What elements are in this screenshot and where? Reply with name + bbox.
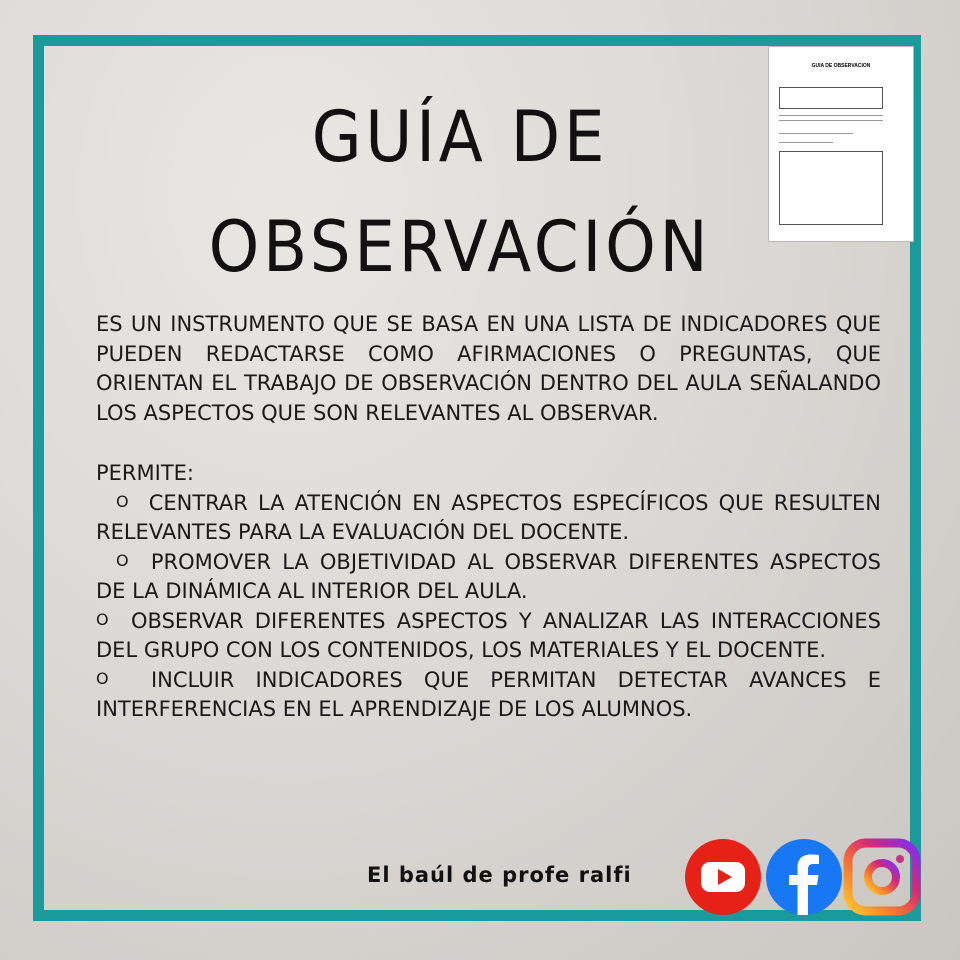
title-line-2: OBSERVACIÓN bbox=[208, 206, 712, 288]
page-title bbox=[147, 82, 773, 302]
bullet-mark: O bbox=[116, 550, 129, 570]
facebook-icon[interactable] bbox=[765, 838, 843, 916]
list-item-text: CENTRAR LA ATENCIÓN EN ASPECTOS ESPECÍFICOS QUE RESULTEN RELEVANTES PARA LA EVALUACIÓN DEL DOCENTE. bbox=[96, 490, 881, 544]
list-item-text: PROMOVER LA OBJETIVIDAD AL OBSERVAR DIFERENTES ASPECTOS DE LA DINÁMICA AL INTERIOR DEL AULA. bbox=[96, 549, 881, 603]
list-item bbox=[96, 548, 881, 607]
list-item-text: INCLUIR INDICADORES QUE PERMITAN DETECTAR AVANCES E INTERFERENCIAS EN EL APRENDIZAJE DE LOS ALUMNOS. bbox=[96, 667, 881, 721]
document-thumbnail-title: GUIA DE OBSERVACION bbox=[811, 63, 871, 69]
list-item bbox=[96, 666, 881, 725]
description-paragraph: ES UN INSTRUMENTO QUE SE BASA EN UNA LISTA DE INDICADORES QUE PUEDEN REDACTARSE COMO AFIRMACIONES O PREGUNTAS, QUE ORIENTAN EL TRABAJO DE OBSERVACIÓN DENTRO DEL AULA SEÑALANDO LOS ASPECTOS QUE SON RELEVANTES AL OBSERVAR. bbox=[96, 312, 881, 425]
brand-label: El baúl de profe ralfi bbox=[367, 863, 632, 887]
document-text-line bbox=[779, 133, 853, 134]
instagram-icon[interactable] bbox=[843, 838, 921, 916]
document-header-table bbox=[779, 87, 883, 109]
observation-guide-document-thumbnail bbox=[768, 46, 914, 242]
list-item-text: OBSERVAR DIFERENTES ASPECTOS Y ANALIZAR LAS INTERACCIONES DEL GRUPO CON LOS CONTENIDOS, LOS MATERIALES Y EL DOCENTE. bbox=[96, 608, 881, 662]
document-text-line bbox=[779, 142, 833, 143]
content-body bbox=[96, 310, 881, 725]
list-item bbox=[96, 607, 881, 666]
title-line-1: GUÍA DE bbox=[311, 96, 609, 178]
document-text-line bbox=[779, 115, 883, 116]
bullet-mark: O bbox=[116, 491, 129, 511]
document-criteria-table bbox=[779, 151, 883, 225]
bullet-mark: O bbox=[96, 609, 109, 629]
bullet-mark: O bbox=[96, 668, 109, 688]
list-item bbox=[96, 489, 881, 548]
permite-heading: PERMITE: bbox=[96, 461, 195, 485]
youtube-icon[interactable] bbox=[684, 838, 762, 916]
document-text-line bbox=[779, 120, 883, 121]
